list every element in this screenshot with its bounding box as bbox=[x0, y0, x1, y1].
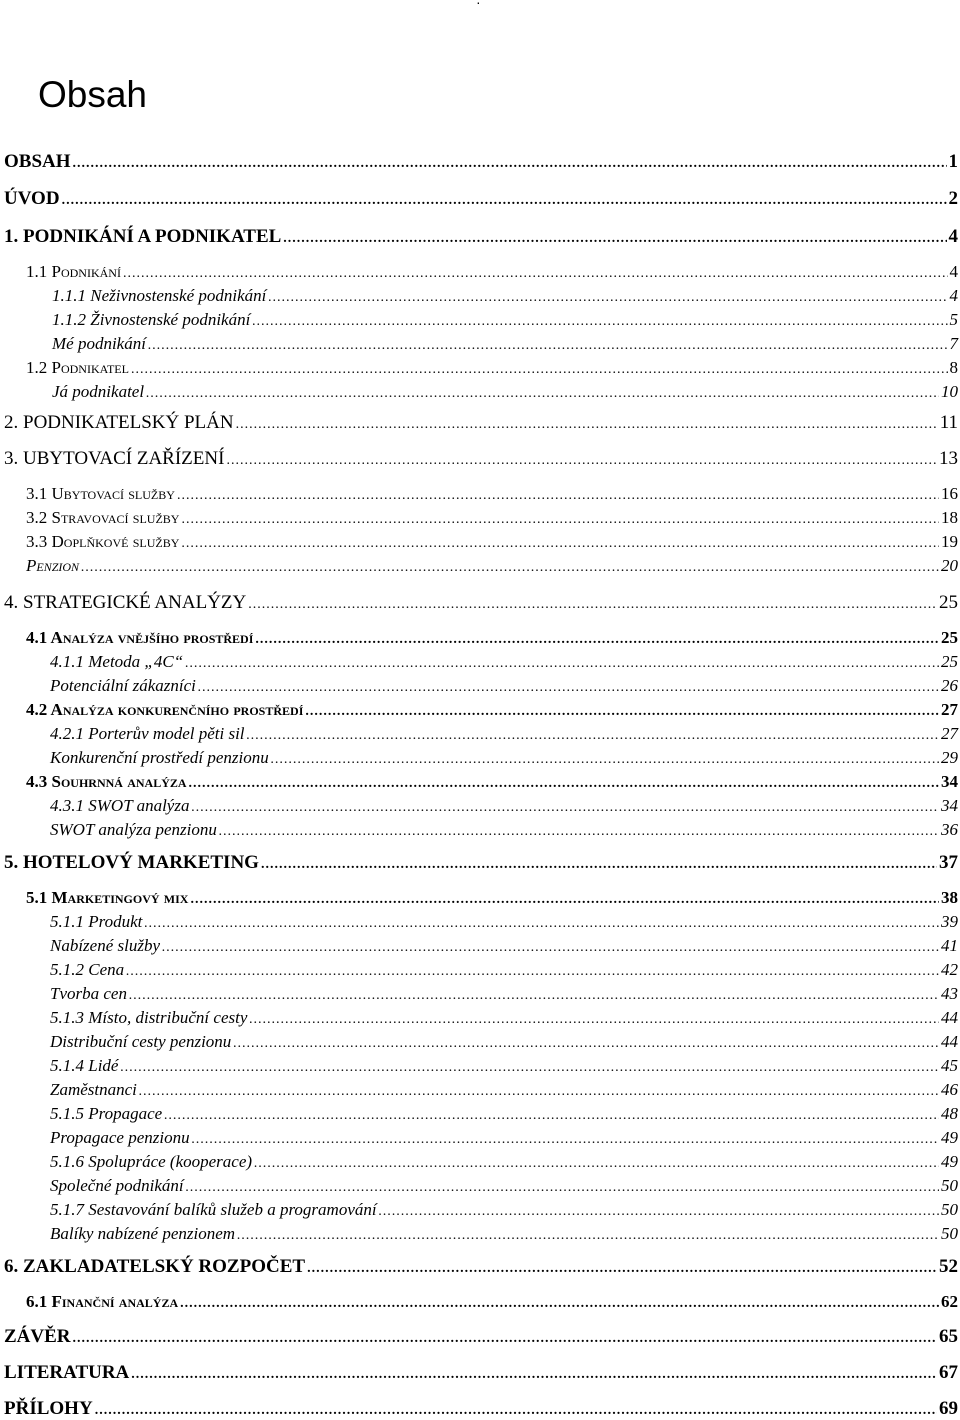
toc-dot-leader bbox=[271, 752, 939, 768]
toc-entry-page-number: 26 bbox=[941, 676, 958, 695]
toc-entry-title: Mé podnikání bbox=[52, 334, 146, 353]
toc-entry[interactable] bbox=[50, 936, 958, 956]
toc-entry-page-number: 49 bbox=[941, 1128, 958, 1147]
toc-entry[interactable] bbox=[50, 1056, 958, 1076]
toc-entry-page-number: 5 bbox=[949, 310, 958, 329]
toc-dot-leader bbox=[181, 512, 939, 528]
page-title: Obsah bbox=[38, 74, 148, 115]
toc-entry-page-number: 50 bbox=[941, 1176, 958, 1195]
toc-dot-leader bbox=[180, 1296, 939, 1312]
toc-dot-leader bbox=[268, 290, 947, 306]
toc-dot-leader bbox=[305, 704, 939, 720]
toc-dot-leader bbox=[164, 1108, 939, 1124]
toc-entry-title: 3.2 Stravovací služby bbox=[26, 508, 180, 527]
toc-entry-page-number: 2 bbox=[948, 188, 958, 209]
toc-dot-leader bbox=[148, 338, 948, 354]
toc-dot-leader bbox=[252, 314, 947, 330]
toc-entry-title: 5.1.2 Cena bbox=[50, 960, 125, 979]
toc-dot-leader bbox=[236, 417, 938, 433]
toc-entry-title: 3. UBYTOVACÍ ZAŘÍZENÍ bbox=[4, 448, 225, 469]
toc-entry-page-number: 34 bbox=[941, 796, 958, 815]
toc-entry-page-number: 38 bbox=[941, 888, 958, 907]
toc-dot-leader bbox=[261, 857, 937, 873]
toc-entry-page-number: 42 bbox=[941, 960, 958, 979]
toc-dot-leader bbox=[249, 1012, 939, 1028]
toc-entry[interactable] bbox=[50, 984, 958, 1004]
toc-entry-title: 4.3.1 SWOT analýza bbox=[50, 796, 190, 815]
toc-dot-leader bbox=[144, 916, 939, 932]
toc-entry[interactable] bbox=[50, 1128, 958, 1148]
toc-entry-title: 5. HOTELOVÝ MARKETING bbox=[4, 852, 259, 873]
toc-entry[interactable] bbox=[50, 796, 958, 816]
toc-entry-page-number: 8 bbox=[949, 358, 958, 377]
toc-entry[interactable] bbox=[52, 382, 958, 402]
toc-entry-title: OBSAH bbox=[4, 151, 71, 172]
toc-entry[interactable] bbox=[50, 652, 958, 672]
toc-entry-page-number: 67 bbox=[939, 1362, 958, 1383]
toc-entry[interactable] bbox=[26, 532, 958, 552]
toc-entry-page-number: 44 bbox=[941, 1008, 958, 1027]
toc-entry-page-number: 29 bbox=[941, 748, 958, 767]
toc-dot-leader bbox=[189, 776, 939, 792]
toc-entry[interactable] bbox=[26, 772, 958, 792]
toc-entry-title: Potenciální zákazníci bbox=[50, 676, 196, 695]
toc-entry[interactable] bbox=[50, 1080, 958, 1100]
toc-entry-page-number: 27 bbox=[941, 724, 958, 743]
toc-dot-leader bbox=[283, 231, 946, 247]
toc-entry[interactable] bbox=[50, 748, 958, 768]
toc-dot-leader bbox=[219, 824, 939, 840]
toc-entry-title: PŘÍLOHY bbox=[4, 1398, 93, 1419]
toc-entry-title: Zaměstnanci bbox=[50, 1080, 137, 1099]
toc-entry-title: Balíky nabízené penzionem bbox=[50, 1224, 236, 1243]
toc-dot-leader bbox=[254, 1156, 939, 1172]
toc-entry-page-number: 62 bbox=[941, 1292, 958, 1311]
toc-entry[interactable] bbox=[50, 912, 958, 932]
toc-entry-title: 4.2 Analýza konkurenčního prostředí bbox=[26, 700, 304, 719]
toc-entry[interactable] bbox=[50, 1032, 958, 1052]
toc-entry-title: 1.1.1 Neživnostenské podnikání bbox=[52, 286, 267, 305]
toc-dot-leader bbox=[162, 940, 939, 956]
toc-dot-leader bbox=[139, 1084, 939, 1100]
toc-entry[interactable] bbox=[4, 852, 958, 874]
toc-dot-leader bbox=[123, 266, 948, 282]
toc-dot-leader bbox=[255, 632, 939, 648]
toc-entry-title: 5.1.5 Propagace bbox=[50, 1104, 163, 1123]
toc-entry-page-number: 4 bbox=[948, 226, 958, 247]
toc-entry-title: Nabízené služby bbox=[50, 936, 161, 955]
toc-entry[interactable] bbox=[26, 358, 958, 378]
toc-entry-title: ÚVOD bbox=[4, 188, 60, 209]
toc-entry-page-number: 20 bbox=[941, 556, 958, 575]
toc-entry-page-number: 25 bbox=[939, 592, 958, 613]
toc-entry[interactable] bbox=[26, 628, 958, 648]
toc-entry-page-number: 25 bbox=[941, 628, 958, 647]
toc-entry[interactable] bbox=[26, 700, 958, 720]
toc-entry-page-number: 45 bbox=[941, 1056, 958, 1075]
toc-entry-title: 4. STRATEGICKÉ ANALÝZY bbox=[4, 592, 247, 613]
toc-entry-title: 1.1 Podnikání bbox=[26, 262, 121, 281]
toc-dot-leader bbox=[237, 1228, 939, 1244]
toc-entry-title: 1. PODNIKÁNÍ A PODNIKATEL bbox=[4, 226, 282, 247]
toc-entry-title: Já podnikatel bbox=[52, 382, 145, 401]
toc-dot-leader bbox=[248, 597, 937, 613]
toc-entry[interactable] bbox=[4, 412, 958, 434]
toc-entry[interactable] bbox=[52, 334, 958, 354]
toc-entry[interactable] bbox=[4, 592, 958, 614]
toc-entry-title: SWOT analýza penzionu bbox=[50, 820, 217, 839]
toc-dot-leader bbox=[192, 1132, 939, 1148]
toc-entry-page-number: 46 bbox=[941, 1080, 958, 1099]
toc-entry-title: 5.1.6 Spolupráce (kooperace) bbox=[50, 1152, 253, 1171]
stray-dot: · bbox=[476, 0, 481, 10]
toc-entry[interactable] bbox=[4, 151, 958, 173]
toc-entry-page-number: 4 bbox=[949, 286, 958, 305]
toc-dot-leader bbox=[226, 453, 937, 469]
toc-entry[interactable] bbox=[26, 262, 958, 282]
toc-entry-title: 4.2.1 Porterův model pěti sil bbox=[50, 724, 245, 743]
toc-entry-page-number: 27 bbox=[941, 700, 958, 719]
toc-entry-title: 3.1 Ubytovací služby bbox=[26, 484, 175, 503]
toc-entry[interactable] bbox=[50, 676, 958, 696]
toc-entry[interactable] bbox=[52, 310, 958, 330]
toc-entry[interactable] bbox=[4, 1256, 958, 1278]
toc-entry-page-number: 50 bbox=[941, 1200, 958, 1219]
toc-dot-leader bbox=[126, 964, 939, 980]
toc-entry[interactable] bbox=[50, 1104, 958, 1124]
toc-dot-leader bbox=[181, 536, 939, 552]
toc-entry[interactable] bbox=[26, 508, 958, 528]
toc-entry-title: 5.1 Marketingový mix bbox=[26, 888, 189, 907]
toc-entry-page-number: 48 bbox=[941, 1104, 958, 1123]
toc-entry[interactable] bbox=[26, 1292, 958, 1312]
toc-entry-title: Společné podnikání bbox=[50, 1176, 184, 1195]
toc-entry-page-number: 18 bbox=[941, 508, 958, 527]
toc-dot-leader bbox=[81, 560, 939, 576]
toc-entry-title: Konkurenční prostředí penzionu bbox=[50, 748, 269, 767]
toc-entry[interactable] bbox=[50, 1176, 958, 1196]
toc-entry-title: 5.1.1 Produkt bbox=[50, 912, 143, 931]
toc-dot-leader bbox=[146, 386, 939, 402]
toc-entry-page-number: 49 bbox=[941, 1152, 958, 1171]
toc-entry-page-number: 11 bbox=[939, 412, 958, 433]
toc-entry-title: ZÁVĚR bbox=[4, 1326, 71, 1347]
toc-dot-leader bbox=[131, 1367, 937, 1383]
toc-dot-leader bbox=[120, 1060, 939, 1076]
toc-entry-title: LITERATURA bbox=[4, 1362, 130, 1383]
toc-entry-title: 5.1.4 Lidé bbox=[50, 1056, 119, 1075]
toc-entry-page-number: 13 bbox=[939, 448, 958, 469]
toc-entry-page-number: 69 bbox=[939, 1398, 958, 1419]
toc-entry-title: 3.3 Doplňkové služby bbox=[26, 532, 180, 551]
toc-entry-title: 1.1.2 Živnostenské podnikání bbox=[52, 310, 251, 329]
toc-entry-title: Tvorba cen bbox=[50, 984, 127, 1003]
toc-entry-page-number: 10 bbox=[941, 382, 958, 401]
toc-dot-leader bbox=[73, 156, 947, 172]
toc-dot-leader bbox=[129, 988, 939, 1004]
toc-entry-page-number: 43 bbox=[941, 984, 958, 1003]
toc-entry[interactable] bbox=[4, 1326, 958, 1348]
toc-entry-title: 4.1.1 Metoda „4C“ bbox=[50, 652, 184, 671]
toc-dot-leader bbox=[177, 488, 939, 504]
toc-entry-page-number: 19 bbox=[941, 532, 958, 551]
toc-entry[interactable] bbox=[50, 1224, 958, 1244]
toc-dot-leader bbox=[379, 1204, 939, 1220]
toc-entry-page-number: 52 bbox=[939, 1256, 958, 1277]
toc-entry-title: Distribuční cesty penzionu bbox=[50, 1032, 232, 1051]
toc-dot-leader bbox=[73, 1331, 937, 1347]
toc-entry[interactable] bbox=[50, 820, 958, 840]
toc-entry-page-number: 50 bbox=[941, 1224, 958, 1243]
toc-dot-leader bbox=[185, 656, 939, 672]
toc-entry[interactable] bbox=[50, 724, 958, 744]
toc-entry-page-number: 16 bbox=[941, 484, 958, 503]
toc-entry-title: 6.1 Finanční analýza bbox=[26, 1292, 179, 1311]
toc-dot-leader bbox=[131, 362, 948, 378]
toc-entry[interactable] bbox=[50, 960, 958, 980]
toc-entry[interactable] bbox=[26, 484, 958, 504]
toc-entry-title: 5.1.3 Místo, distribuční cesty bbox=[50, 1008, 248, 1027]
toc-dot-leader bbox=[95, 1403, 937, 1419]
toc-entry-page-number: 25 bbox=[941, 652, 958, 671]
toc-entry-page-number: 7 bbox=[949, 334, 958, 353]
toc-entry-title: 4.1 Analýza vnějšího prostředí bbox=[26, 628, 254, 647]
toc-dot-leader bbox=[191, 800, 939, 816]
toc-dot-leader bbox=[247, 728, 939, 744]
toc-entry-page-number: 39 bbox=[941, 912, 958, 931]
toc-dot-leader bbox=[198, 680, 939, 696]
toc-entry-title: Penzion bbox=[26, 556, 80, 575]
toc-entry-page-number: 36 bbox=[941, 820, 958, 839]
toc-entry-page-number: 65 bbox=[939, 1326, 958, 1347]
toc-entry[interactable] bbox=[4, 448, 958, 470]
toc-entry-title: 6. ZAKLADATELSKÝ ROZPOČET bbox=[4, 1256, 306, 1277]
toc-entry-page-number: 37 bbox=[939, 852, 958, 873]
toc-entry[interactable] bbox=[52, 286, 958, 306]
toc-entry-page-number: 4 bbox=[949, 262, 958, 281]
toc-entry-page-number: 44 bbox=[941, 1032, 958, 1051]
toc-entry-title: 2. PODNIKATELSKÝ PLÁN bbox=[4, 412, 234, 433]
toc-entry[interactable] bbox=[50, 1152, 958, 1172]
toc-entry[interactable] bbox=[50, 1200, 958, 1220]
toc-dot-leader bbox=[190, 892, 939, 908]
toc-entry[interactable] bbox=[26, 888, 958, 908]
toc-entry-page-number: 34 bbox=[941, 772, 958, 791]
toc-dot-leader bbox=[186, 1180, 939, 1196]
toc-dot-leader bbox=[233, 1036, 939, 1052]
toc-entry[interactable] bbox=[26, 556, 958, 576]
toc-entry-title: 5.1.7 Sestavování balíků služeb a programování bbox=[50, 1200, 377, 1219]
toc-dot-leader bbox=[307, 1261, 937, 1277]
toc-entry[interactable] bbox=[4, 1362, 958, 1384]
toc-entry-title: 4.3 Souhrnná analýza bbox=[26, 772, 187, 791]
toc-entry-title: Propagace penzionu bbox=[50, 1128, 190, 1147]
toc-entry[interactable] bbox=[4, 226, 958, 248]
toc-entry-page-number: 1 bbox=[948, 151, 958, 172]
toc-entry[interactable] bbox=[4, 188, 958, 210]
toc-entry-title: 1.2 Podnikatel bbox=[26, 358, 129, 377]
toc-dot-leader bbox=[62, 193, 947, 209]
toc-entry-page-number: 41 bbox=[941, 936, 958, 955]
toc-entry[interactable] bbox=[4, 1398, 958, 1420]
toc-entry[interactable] bbox=[50, 1008, 958, 1028]
